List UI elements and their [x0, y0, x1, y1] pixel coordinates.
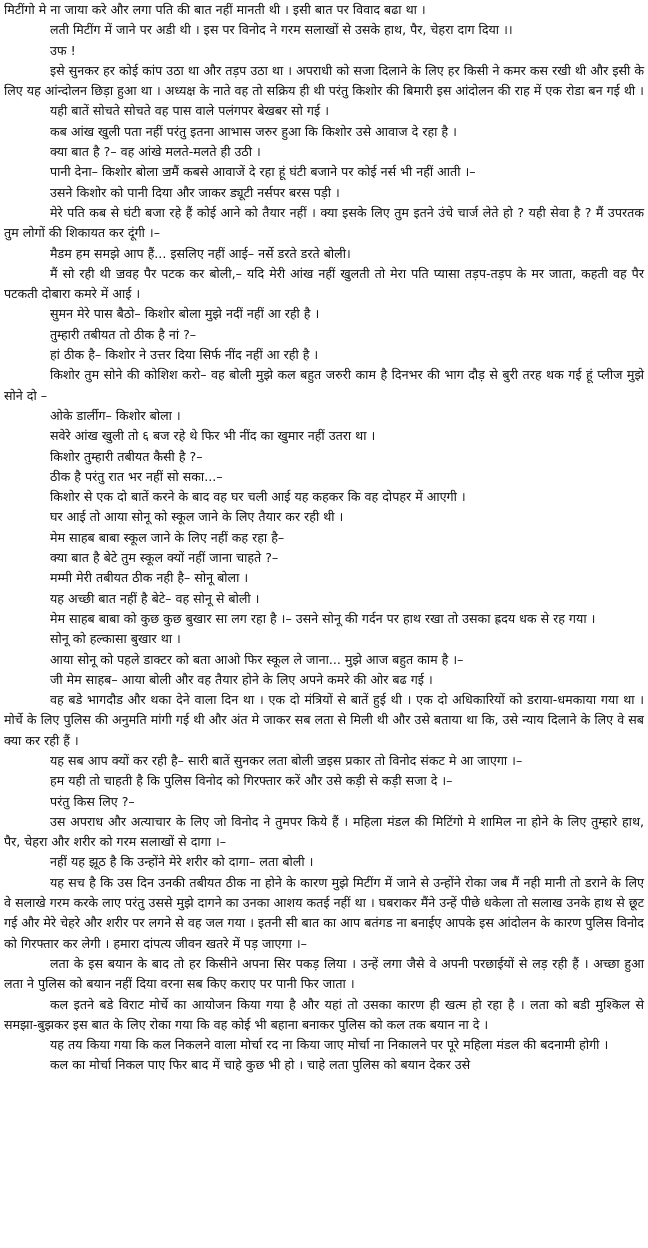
paragraph: मेम साहब बाबा को कुछ कुछ बुखार सा लग रहा है ।– उसने सोनू की गर्दन पर हाथ रखा तो उसका ह्रदय धक से रह गया ।: [50, 610, 596, 626]
paragraph: परंतु किस लिए ?–: [50, 793, 135, 809]
paragraph: मम्मी मेरी तबीयत ठीक नही है– सोनू बोला ।: [50, 570, 249, 586]
paragraph: लता के इस बयान के बाद तो हर किसीने अपना सिर पकड़ लिया । उन्हें लगा जैसे वे अपनी परछाईयों से लड़ रही हैं । अच्छा हुआ लता ने पुलिस को बयान नहीं दिया वरना सब किए कराए पर पानी फिर जाता ।: [4, 955, 644, 992]
paragraph: इसे सुनकर हर कोई कांप उठा था और तड़प उठा था । अपराधी को सजा दिलाने के लिए हर किसी ने कमर कस रखी थी और इसी के लिए यह आंन्दोलन छिड़ा हुआ था । अध्यक्ष के नाते वह तो सक्रिय ही थी परंतु किशोर की बिमारी इस आंदोलन की राह में एक रोडा बन गई थी ।: [4, 62, 644, 99]
paragraph: उस अपराध और अत्याचार के लिए जो विनोद ने तुमपर किये हैं । महिला मंडल की मिटिंगो मे शामिल ना होने के लिए तुम्हारे हाथ, पैर, चेहरा और शरीर को गरम सलाखों से दागा ।–: [4, 813, 644, 850]
paragraph: मैडम हम समझे आप हैं... इसलिए नहीं आई– नर्से डरते डरते बोली।: [50, 245, 351, 261]
paragraph: उफ !: [50, 42, 76, 58]
paragraph: सवेरे आंख खुली तो ६ बज रहे थे फिर भी नींद का खुमार नहीं उतरा था ।: [50, 428, 376, 444]
paragraph: किशोर तुम्हारी तबीयत कैसी है ?–: [50, 448, 203, 464]
paragraph: यह तय किया गया कि कल निकलने वाला मोर्चा रद ना किया जाए मोर्चा ना निकालने पर पूरे महिला मंडल की बदनामी होगी ।: [50, 1037, 609, 1053]
paragraph: क्या बात है ?– वह आंखे मलते-मलते ही उठी ।: [50, 144, 261, 160]
paragraph: आया सोनू को पहले डाक्टर को बता आओ फिर स्कूल ले जाना... मुझे आज बहुत काम है ।–: [50, 651, 464, 667]
paragraph: कल इतने बडे विराट मोर्चे का आयोजन किया गया है और यहां तो उसका कारण ही खत्म हो रहा है । लता को बडी मुश्किल से समझा-बुझकर इस बात के लिए रोका गया कि वह कोई भी बहाना बनाकर पुलिस को कल तक बयान ना दे ।: [4, 996, 644, 1032]
paragraph: मिटींगो मे ना जाया करे और लगा पति की बात नहीं मानती थी । इसी बात पर विवाद बढा था ।: [4, 2, 426, 17]
paragraph: कब आंख खुली पता नहीं परंतु इतना आभास जरुर हुआ कि किशोर उसे आवाज दे रहा है ।: [50, 123, 457, 139]
paragraph: यह सब आप क्यों कर रही है– सारी बातें सुनकर लता बोली ॼइस प्रकार तो विनोद संकट मे आ जाएगा ।–: [50, 752, 523, 768]
paragraph: उसने किशोर को पानी दिया और जाकर ड्यूटी नर्सपर बरस पड़ी ।: [50, 184, 340, 200]
paragraph: नहीं यह झूठ है कि उन्होंने मेरे शरीर को दागा– लता बोली ।: [50, 854, 314, 870]
paragraph: यह अच्छी बात नहीं है बेटे– वह सोनू से बोली ।: [50, 590, 260, 606]
paragraph: किशोर तुम सोने की कोशिश करो– वह बोली मुझे कल बहुत जरुरी काम है दिनभर की भाग दौड़ से बुरी तरह थक गई हूं प्लीज मुझे सोने दो –: [4, 367, 644, 403]
paragraph: तुम्हारी तबीयत तो ठीक है नां ?–: [50, 326, 197, 342]
paragraph: हां ठीक है– किशोर ने उत्तर दिया सिर्फ नींद नहीं आ रही है ।: [50, 347, 319, 363]
paragraph: वह बडे भागदौड और थका देने वाला दिन था । एक दो मंत्रियों से बातें हुई थी । एक दो अधिकारियों को डराया-धमकाया गया था । मोर्चे के लिए पुलिस की अनुमति मांगी गई थी और अंत मे जाकर सब लता से मिली थी और उसे बताया था कि, उसे न्याय दिलाने के लिए वे सब क्या कर रही हैं ।: [4, 692, 644, 748]
paragraph: मैं सो रही थी ॼवह पैर पटक कर बोली,– यदि मेरी आंख नहीं खुलती तो मेरा पति प्यासा तड़प-तड़प के मर जाता, कहती वह पैर पटकती दोबारा कमरे में आई ।: [4, 265, 644, 302]
paragraph: सोनू को हल्कासा बुखार था ।: [50, 631, 181, 647]
paragraph: पानी देना– किशोर बोला ॼमैं कबसे आवाजें दे रहा हूं घंटी बजाने पर कोई नर्स भी नहीं आती ।–: [50, 164, 476, 180]
paragraph: ठीक है परंतु रात भर नहीं सो सका...–: [50, 468, 223, 484]
paragraph: जी मेम साहब– आया बोली और वह तैयार होने के लिए अपने कमरे की ओर बढ गई ।: [50, 671, 433, 687]
paragraph: किशोर से एक दो बातें करने के बाद वह घर चली आई यह कहकर कि वह दोपहर में आएगी ।: [50, 489, 466, 505]
paragraph: घर आई तो आया सोनू को स्कूल जाने के लिए तैयार कर रही थी ।: [50, 509, 344, 525]
paragraph: यही बातें सोचते सोचते वह पास वाले पलंगपर बेखबर सो गई ।: [50, 103, 329, 119]
paragraph: हम यही तो चाहती है कि पुलिस विनोद को गिरफ्तार करें और उसे कड़ी से कड़ी सजा दे ।–: [50, 773, 453, 789]
paragraph: क्या बात है बेटे तुम स्कूल क्यों नहीं जाना चाहते ?–: [50, 550, 279, 566]
paragraph: ओके डार्लीग– किशोर बोला ।: [50, 407, 181, 423]
paragraph: मेरे पति कब से घंटी बजा रहे हैं कोई आने को तैयार नहीं । क्या इसके लिए तुम इतने उंचे चार्ज लेते हो ? यही सेवा है ? मैं उपरतक तुम लोगों की शिकायत कर दूंगी ।–: [4, 204, 644, 241]
paragraph: यह सच है कि उस दिन उनकी तबीयत ठीक ना होने के कारण मुझे मिटींग में जाने से उन्होंने रोका जब मैं नही मानी तो डराने के लिए वे सलाखे गरम करके लाए परंतु उससे मुझे दागने का उनका आशय कतई नहीं था । घबराकर मैंने उन्हें पीछे धकेला तो सलाख उनके हाथ से छूट गई और मेरे चेहरे और शरीर पर लगने से वह जल गया । इतनी सी बात का आप बतंगड ना बनाईए आपके इस आंदोलन के कारण पुलिस विनोद को गिरफ्तार कर लेगी । हमारा दांपत्य जीवन खतरे में पड़ जाएगा ।–: [4, 874, 644, 951]
paragraph: कल का मोर्चा निकल पाए फिर बाद में चाहे कुछ भी हो । चाहे लता पुलिस को बयान देकर उसे: [50, 1057, 471, 1073]
paragraph: सुमन मेरे पास बैठो– किशोर बोला मुझे नदीं नहीं आ रही है ।: [50, 306, 320, 322]
paragraph: लती मिटींग में जाने पर अडी थी । इस पर विनोद ने गरम सलाखों से उसके हाथ, पैर, चेहरा दाग दिया ।।: [50, 22, 513, 38]
paragraph: मेम साहब बाबा स्कूल जाने के लिए नहीं कह रहा है–: [50, 529, 285, 545]
